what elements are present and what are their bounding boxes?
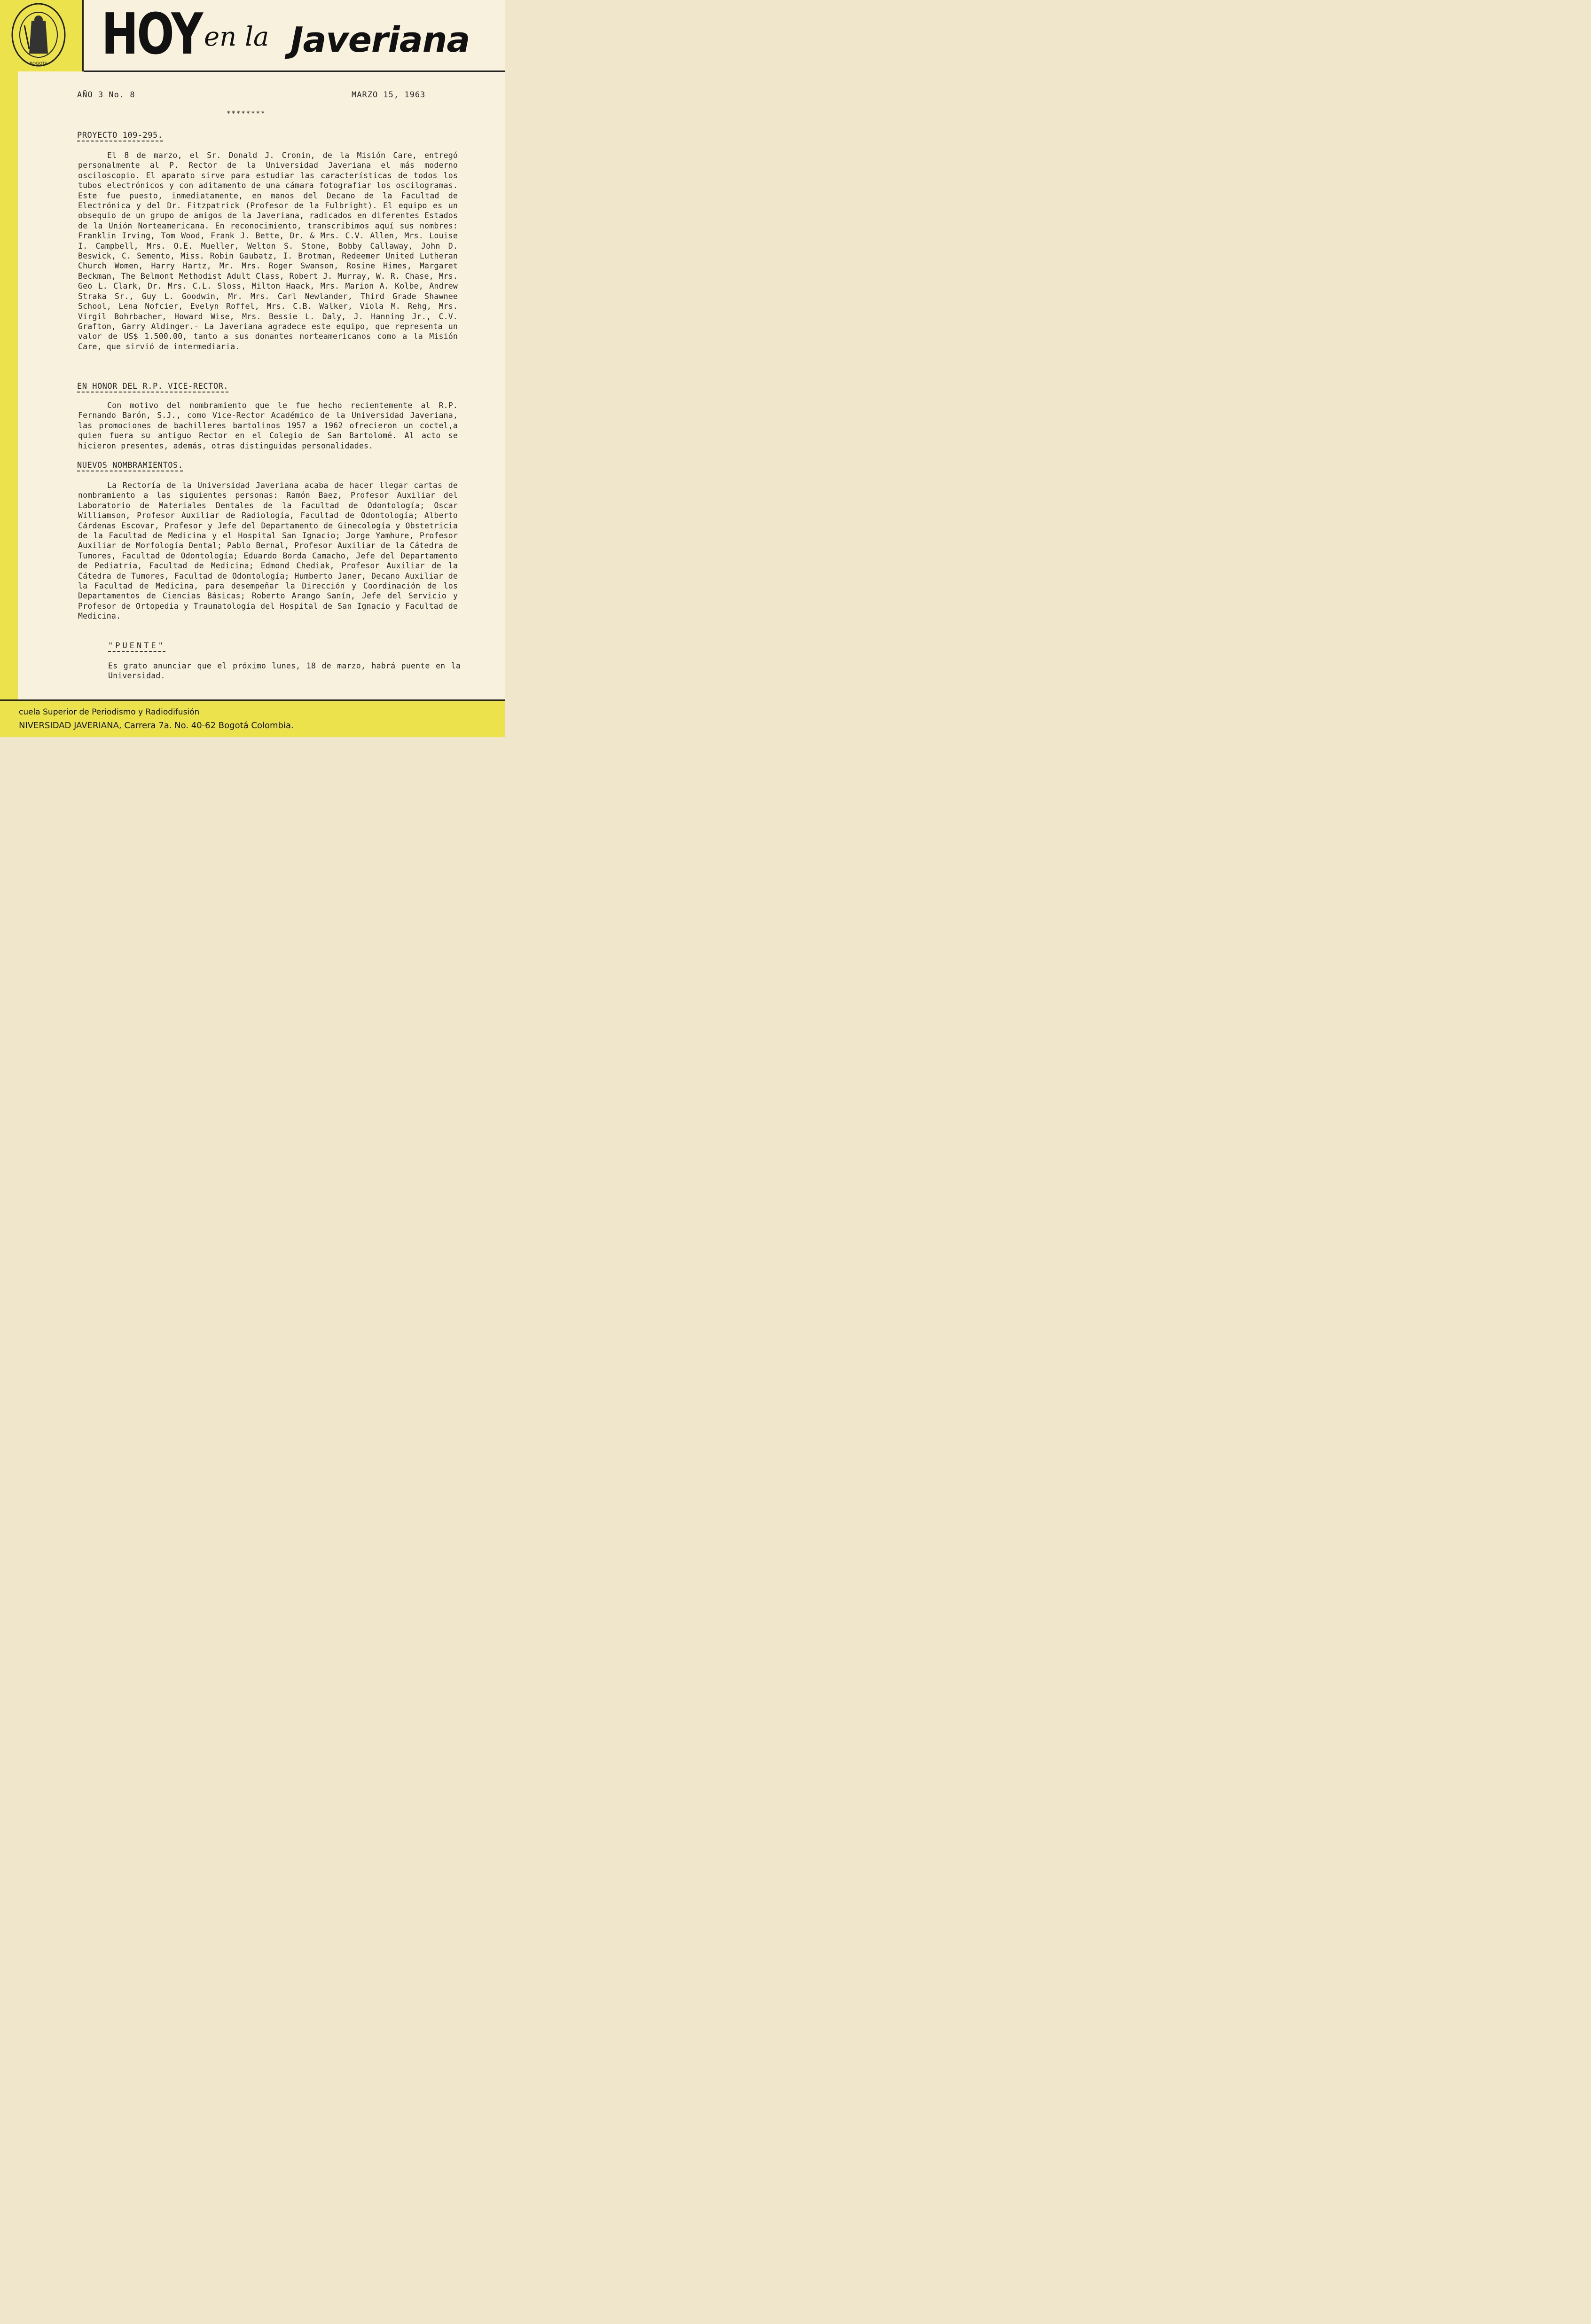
body-nombramientos: La Rectoría de la Universidad Javeriana acaba de hacer llegar cartas de nombramiento a las siguientes personas: Ramón Baez, Profesor Auxiliar del Laboratorio de Materiales Dentales de la Facultad de Odontología; Oscar Williamson, Profesor Auxiliar de Radiología, Facultad de Odontología; Alberto Cárdenas Escovar, Profesor y Jefe del Departamento de Ginecología y Obstetricia de la Facultad de Medicina y el Hospital San Ignacio; Jorge Yamhure, Profesor Auxiliar de Morfología Dental; Pablo Bernal, Profesor Auxiliar de la Cátedra de Tumores, Facultad de Odontología; Eduardo Borda Camacho, Jefe del Departamento de Pediatría, Facultad de Medicina; Edmond Chediak, Profesor Auxiliar de la Cátedra de Tumores, Facultad de Odontología; Humberto Janer, Decano Auxiliar de la Facultad de Medicina, para desempeñar la Dirección y Coordinación de los Departamentos de Ciencias Básicas; Roberto Arango Sanín, Jefe del Servicio y Profesor de Ortopedia y Traumatología del Hospital de San Ignacio y Facultad de Medicina. — [78, 481, 458, 621]
masthead-hoy: HOY — [102, 2, 202, 67]
issue-number: AÑO 3 No. 8 — [77, 90, 135, 100]
university-seal-icon — [10, 2, 67, 68]
binding-strip — [0, 0, 18, 737]
masthead — [84, 0, 505, 71]
footer-school: cuela Superior de Periodismo y Radiodifusión — [19, 707, 200, 717]
masthead-javeriana: Javeriana — [290, 20, 470, 60]
footer-address: NIVERSIDAD JAVERIANA, Carrera 7a. No. 40-62 Bogotá Colombia. — [19, 721, 294, 730]
body-puente: Es grato anunciar que el próximo lunes, 18 de marzo, habrá puente en la Universidad. — [108, 661, 461, 681]
issue-date: MARZO 15, 1963 — [352, 90, 426, 100]
heading-puente: "PUENTE" — [108, 641, 165, 652]
masthead-en-la: en la — [204, 22, 269, 52]
heading-vice-rector: EN HONOR DEL R.P. VICE-RECTOR. — [77, 382, 228, 393]
body-vice-rector: Con motivo del nombramiento que le fue hecho recientemente al R.P. Fernando Barón, S.J., como Vice-Rector Académico de la Universidad Javeriana, las promociones de bachilleres bartolinos 1957 a 1962 ofrecieron un coctel,a quien fuera su antiguo Rector en el Colegio de San Bartolomé. Al acto se hicieron presentes, además, otras distinguidas personalidades. — [78, 401, 458, 450]
seal-panel — [0, 0, 84, 71]
heading-proyecto: PROYECTO 109-295. — [77, 131, 163, 141]
separator: ******** — [227, 110, 266, 118]
body-proyecto: El 8 de marzo, el Sr. Donald J. Cronin, de la Misión Care, entregó personalmente al P. Rector de la Universidad Javeriana el más moderno osciloscopio. El aparato sirve para estudiar las características de todos los tubos electrónicos y con aditamento de una cámara fotografiar los oscilogramas. Este fue puesto, inmediatamente, en manos del Decano de la Facultad de Electrónica y del Dr. Fitzpatrick (Profesor de la Fulbright). El equipo es un obsequio de un grupo de amigos de la Javeriana, radicados en diferentes Estados de la Unión Norteamericana. En reconocimiento, transcribimos aquí sus nombres: Franklin Irving, Tom Wood, Frank J. Bette, Dr. & Mrs. C.V. Allen, Mrs. Louise I. Campbell, Mrs. O.E. Mueller, Welton S. Stone, Bobby Callaway, John D. Beswick, C. Semento, Miss. Robin Gaubatz, I. Brotman, Redeemer United Lutheran Church Women, Harry Hartz, Mr. Mrs. Roger Swanson, Rosine Himes, Margaret Beckman, The Belmont Methodist Adult Class, Robert J. Murray, W. R. Chase, Mrs. Geo L. Clark, Dr. Mrs. C.L. Sloss, Milton Haack, Mrs. Marion A. Kolbe, Andrew Straka Sr., Guy L. Goodwin, Mr. Mrs. Carl Newlander, Third Grade Shawnee School, Lena Nofcier, Evelyn Roffel, Mrs. C.B. Walker, Viola M. Rehg, Mrs. Virgil Bohrbacher, Howard Wise, Mrs. Bessie L. Daly, J. Hanning Jr., C.V. Grafton, Garry Aldinger.- La Javeriana agradece este equipo, que representa un valor de US$ 1.500.00, tanto a sus donantes norteamericanos como a la Misión Care, que sirvió de intermediaria. — [78, 151, 458, 351]
heading-nombramientos: NUEVOS NOMBRAMIENTOS. — [77, 461, 183, 471]
newsletter-page — [0, 0, 505, 737]
masthead-rule — [84, 71, 505, 72]
footer — [0, 699, 505, 737]
svg-text:·BOGOTA·: ·BOGOTA· — [28, 62, 49, 66]
